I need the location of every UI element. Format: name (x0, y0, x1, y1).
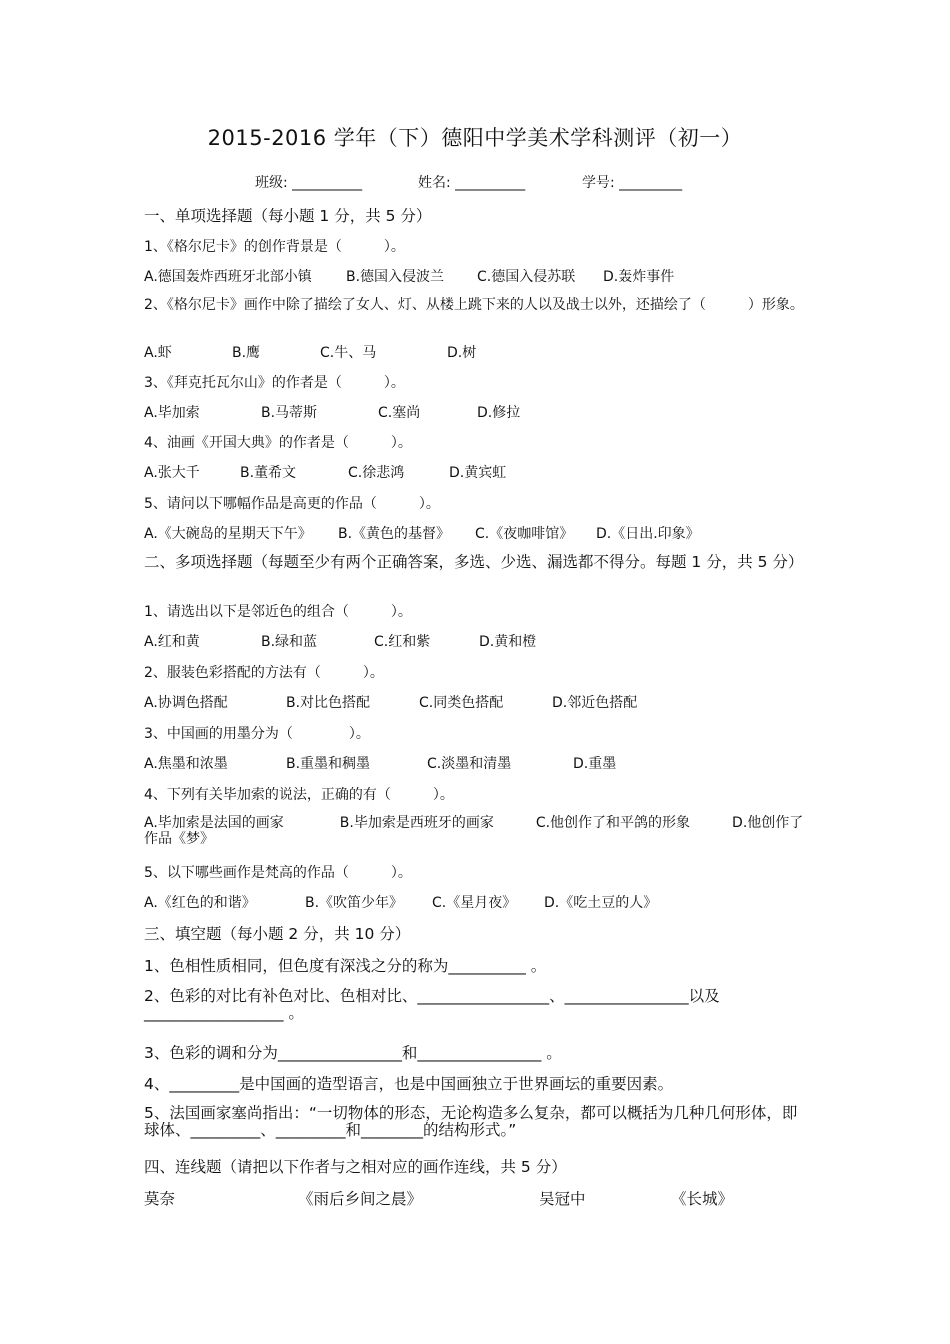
artist-name: 吴冠中 (539, 1190, 586, 1208)
artwork-title: 《雨后乡间之晨》 (298, 1190, 423, 1208)
question-text: 5、以下哪些画作是梵高的作品（ ）。 (144, 865, 412, 881)
question-text: 5、请问以下哪幅作品是高更的作品（ ）。 (144, 496, 440, 512)
options-row: A.毕加索是法国的画家 B.毕加索是西班牙的画家 C.他创作了和平鸽的形象 D.他创作了作品《梦》 (144, 815, 804, 847)
option-d: D.《日出.印象》 (596, 526, 700, 542)
question-text: 1、请选出以下是邻近色的组合（ ）。 (144, 604, 412, 620)
question-text: 3、中国画的用墨分为（ ）。 (144, 726, 370, 742)
section-2-heading: 二、多项选择题（每题至少有两个正确答案，多选、少选、漏选都不得分。每题 1 分，共 5 分） (144, 553, 804, 571)
option-a: A.张大千 (144, 465, 200, 481)
option-a: A.《大碗岛的星期天下午》 (144, 526, 312, 542)
option-c: C.《星月夜》 (432, 895, 517, 911)
option-b: B.绿和蓝 (261, 634, 318, 650)
option-c: C.牛、马 (320, 345, 377, 361)
option-d: D.重墨 (573, 756, 617, 772)
option-a: A.协调色搭配 (144, 695, 228, 711)
fill-blank-question: 1、色相性质相同，但色度有深浅之分的称为__________ 。 (144, 957, 547, 975)
option-b: B.董希文 (240, 465, 297, 481)
question-text: 3、《拜克托瓦尔山》的作者是（ ）。 (144, 375, 405, 391)
option-b: B.德国入侵波兰 (346, 269, 445, 285)
option-d: D.树 (447, 345, 477, 361)
question-text: 4、下列有关毕加索的说法，正确的有（ ）。 (144, 787, 454, 803)
option-c: C.德国入侵苏联 (477, 269, 576, 285)
page-title: 2015-2016 学年（下）德阳中学美术学科测评（初一） (207, 126, 743, 150)
option-a: A.红和黄 (144, 634, 200, 650)
option-d: D.《吃土豆的人》 (544, 895, 658, 911)
section-4-heading: 四、连线题（请把以下作者与之相对应的画作连线，共 5 分） (144, 1158, 567, 1176)
option-b: B.《吹笛少年》 (305, 895, 404, 911)
fill-blank-question: 4、_________是中国画的造型语言，也是中国画独立于世界画坛的重要因素。 (144, 1075, 674, 1093)
question-text: 2、服装色彩搭配的方法有（ ）。 (144, 665, 384, 681)
artist-name: 莫奈 (144, 1190, 176, 1208)
option-d: D.轰炸事件 (603, 269, 675, 285)
student-id-field: 学号: _________ (582, 175, 683, 191)
artwork-title: 《长城》 (671, 1190, 734, 1208)
option-c: C.塞尚 (378, 405, 421, 421)
option-a: A.虾 (144, 345, 172, 361)
option-c: C.徐悲鸿 (348, 465, 405, 481)
option-b: B.《黄色的基督》 (338, 526, 451, 542)
option-a: A.德国轰炸西班牙北部小镇 (144, 269, 312, 285)
fill-blank-question: 2、色彩的对比有补色对比、色相对比、_________________、________________以及__________________ 。 (144, 987, 720, 1022)
option-b: B.鹰 (232, 345, 261, 361)
class-field: 班级: __________ (255, 175, 363, 191)
section-1-heading: 一、单项选择题（每小题 1 分，共 5 分） (144, 207, 432, 225)
option-a: A.《红色的和谐》 (144, 895, 256, 911)
option-d: D.邻近色搭配 (552, 695, 638, 711)
section-3-heading: 三、填空题（每小题 2 分，共 10 分） (144, 925, 411, 943)
option-c: C.《夜咖啡馆》 (475, 526, 574, 542)
option-b: B.对比色搭配 (286, 695, 371, 711)
fill-blank-question: 5、法国画家塞尚指出：“一切物体的形态，无论构造多么复杂，都可以概括为几种几何形体，即球体、_________、_________和________的结构形式。” (144, 1104, 798, 1139)
option-c: C.淡墨和清墨 (427, 756, 512, 772)
option-b: B.重墨和稠墨 (286, 756, 371, 772)
option-d: D.黄和橙 (479, 634, 537, 650)
option-c: C.同类色搭配 (419, 695, 504, 711)
name-field: 姓名: __________ (418, 175, 526, 191)
question-text: 2、《格尔尼卡》画作中除了描绘了女人、灯、从楼上跳下来的人以及战士以外，还描绘了（ ）形象。 (144, 297, 804, 313)
option-a: A.毕加索 (144, 405, 200, 421)
option-a: A.焦墨和浓墨 (144, 756, 228, 772)
fill-blank-question: 3、色彩的调和分为________________和________________ 。 (144, 1044, 562, 1062)
option-d: D.黄宾虹 (449, 465, 507, 481)
option-d: D.修拉 (477, 405, 521, 421)
option-c: C.红和紫 (374, 634, 431, 650)
question-text: 1、《格尔尼卡》的创作背景是（ ）。 (144, 239, 405, 255)
question-text: 4、油画《开国大典》的作者是（ ）。 (144, 435, 412, 451)
option-b: B.马蒂斯 (261, 405, 318, 421)
